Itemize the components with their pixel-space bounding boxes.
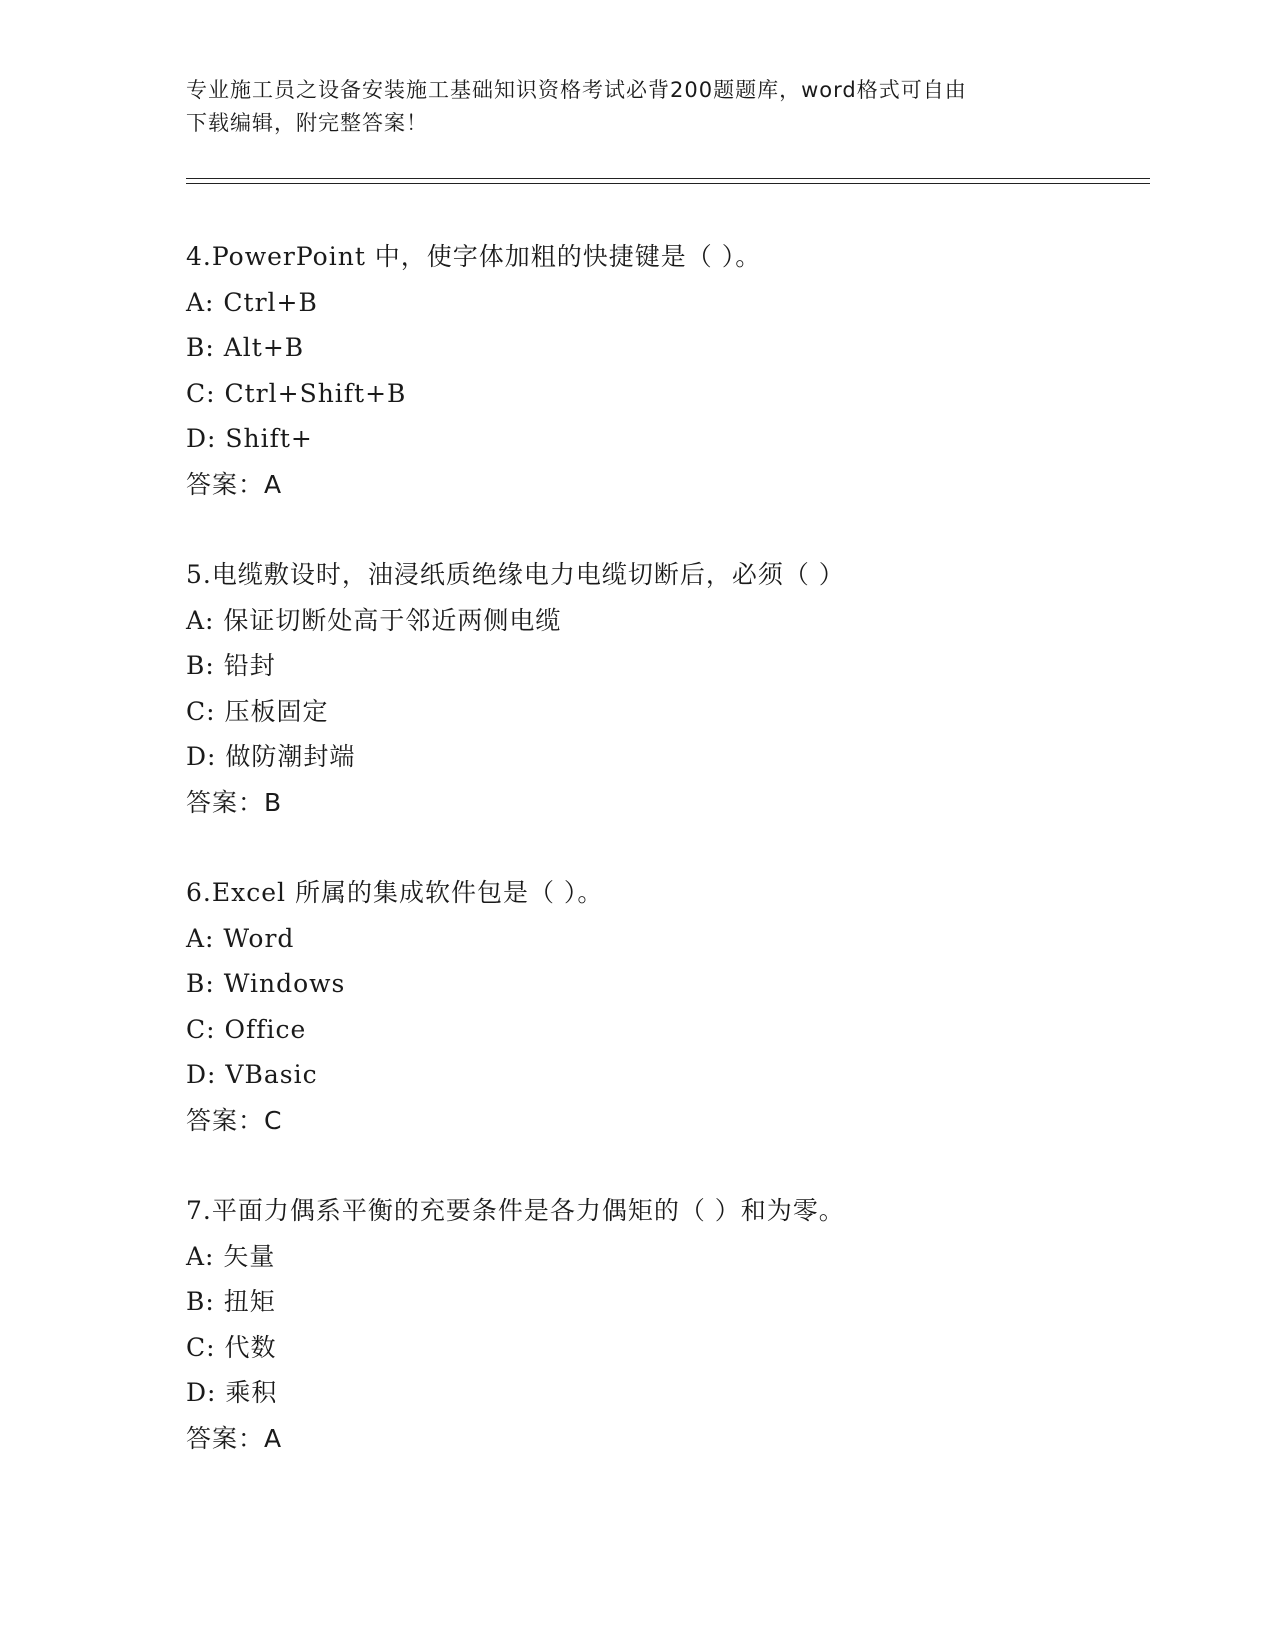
option-b: B: Alt+B [186, 333, 305, 362]
header-divider-top [186, 178, 1150, 179]
question-7 [186, 1188, 1146, 1506]
question-list [186, 234, 1146, 1506]
option-d: D: 做防潮封端 [186, 742, 356, 771]
question-stem: 4.PowerPoint 中，使字体加粗的快捷键是（ ）。 [186, 242, 762, 271]
option-d: D: Shift+ [186, 424, 313, 453]
header-divider-bottom [186, 183, 1150, 184]
header-line-2: 下载编辑，附完整答案！ [186, 111, 428, 135]
option-a: A: 矢量 [186, 1241, 276, 1271]
option-c: C: Office [186, 1014, 307, 1044]
option-b: B: 扭矩 [186, 1287, 276, 1316]
answer: 答案：A [186, 1423, 283, 1453]
option-d: D: VBasic [186, 1060, 318, 1089]
question-stem: 6.Excel 所属的集成软件包是（ ）。 [186, 878, 604, 907]
document-header [186, 74, 1086, 140]
question-6 [186, 870, 1146, 1188]
answer: 答案：B [186, 787, 283, 817]
option-a: A: Ctrl+B [186, 287, 318, 317]
option-b: B: Windows [186, 969, 346, 998]
header-line-1: 专业施工员之设备安装施工基础知识资格考试必背200题题库，word格式可自由 [186, 78, 967, 102]
option-c: C: Ctrl+Shift+B [186, 378, 407, 408]
option-d: D: 乘积 [186, 1378, 278, 1407]
question-stem: 7.平面力偶系平衡的充要条件是各力偶矩的（ ）和为零。 [186, 1196, 845, 1225]
question-stem: 5.电缆敷设时，油浸纸质绝缘电力电缆切断后，必须（ ） [186, 560, 845, 589]
option-b: B: 铅封 [186, 651, 276, 680]
question-5 [186, 552, 1146, 870]
option-c: C: 压板固定 [186, 696, 329, 726]
answer: 答案：C [186, 1105, 283, 1135]
option-a: A: Word [186, 923, 295, 953]
option-c: C: 代数 [186, 1332, 277, 1362]
question-4 [186, 234, 1146, 552]
option-a: A: 保证切断处高于邻近两侧电缆 [186, 605, 562, 635]
answer: 答案：A [186, 469, 283, 499]
